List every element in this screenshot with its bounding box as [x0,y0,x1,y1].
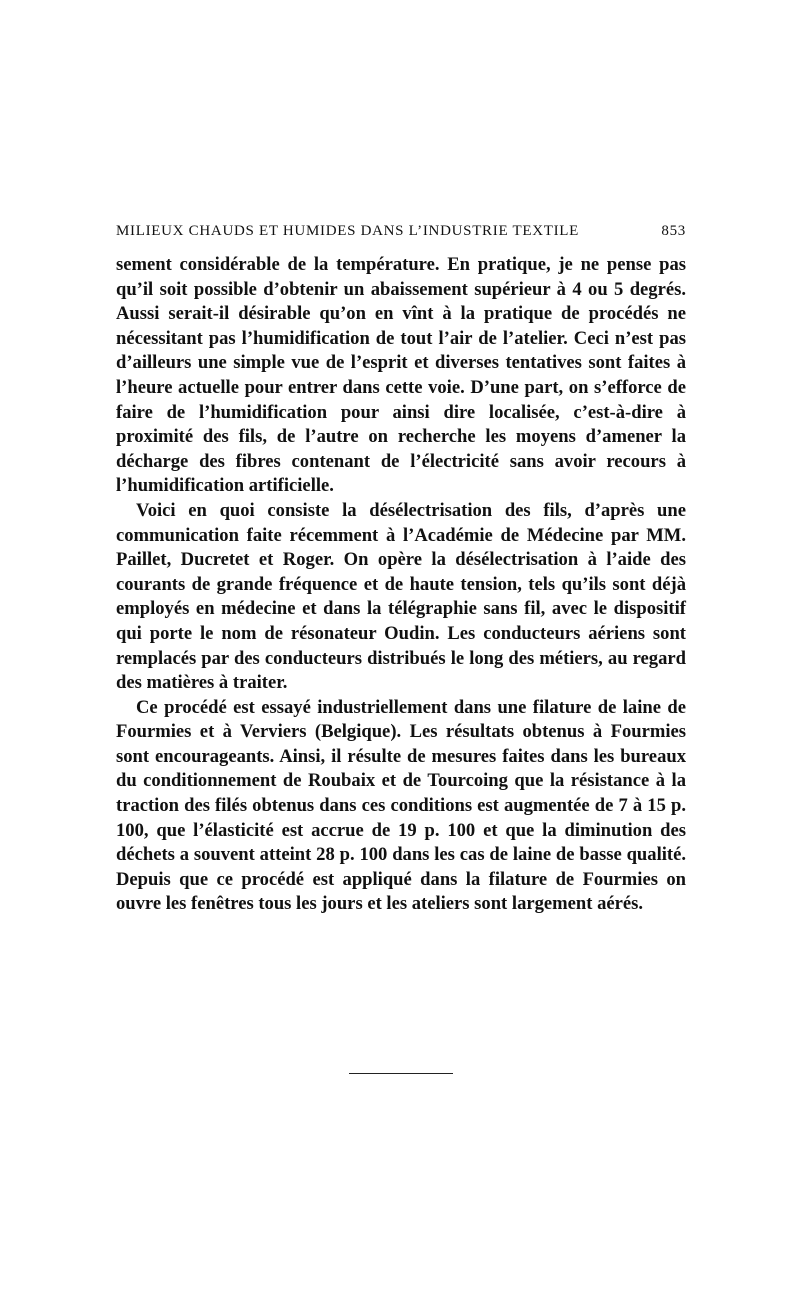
paragraph-continued: sement considérable de la température. En pratique, je ne pense pas qu’il soit possible d’obtenir un abaissement supérieur à 4 ou 5 degrés. Aussi serait-il désirable qu’on en vînt à la pratique de procédés ne nécessitant pas l’humidification de tout l’air de l’atelier. Ceci n’est pas d’ailleurs une simple vue de l’esprit et diverses tentatives sont faites à l’heure actuelle pour entrer dans cette voie. D’une part, on s’efforce de faire de l’humidification pour ainsi dire localisée, c’est-à-dire à proximité des fils, de l’autre on recherche les moyens d’amener la décharge des fibres contenant de l’électricité sans avoir recours à l’humidification artificielle. [116,254,686,497]
running-header [116,221,686,241]
paragraph-fourmies: Ce procédé est essayé industriellement dans une filature de laine de Fourmies et à Verviers (Belgique). Les résultats obtenus à Fourmies sont encourageants. Ainsi, il résulte de mesures faites dans les bureaux du conditionnement de Roubaix et de Tourcoing que la résistance à la traction des filés obtenus dans ces conditions est augmentée de 7 à 15 p. 100, que l’élasticité est accrue de 19 p. 100 et que la diminution des déchets a souvent atteint 28 p. 100 dans les cas de laine de basse qualité. Depuis que ce procédé est appliqué dans la filature de Fourmies on ouvre les fenêtres tous les jours et les ateliers sont largement aérés. [116,696,686,915]
page [116,221,686,917]
paragraph-deselectrisation: Voici en quoi consiste la désélectrisation des fils, d’après une communication faite récemment à l’Académie de Médecine par MM. Paillet, Ducretet et Roger. On opère la désélectrisation à l’aide des courants de grande fréquence et de haute tension, tels qu’ils sont déjà employés en médecine et dans la télégraphie sans fil, avec le dispositif qui porte le nom de résonateur Oudin. Les conducteurs aériens sont remplacés par des conducteurs distribués le long des métiers, au regard des matières à traiter. [116,499,686,694]
body-text [116,253,686,917]
running-title: MILIEUX CHAUDS ET HUMIDES DANS L’INDUSTRIE TEXTILE [116,223,580,239]
page-number: 853 [661,223,686,239]
end-rule [349,1073,453,1074]
